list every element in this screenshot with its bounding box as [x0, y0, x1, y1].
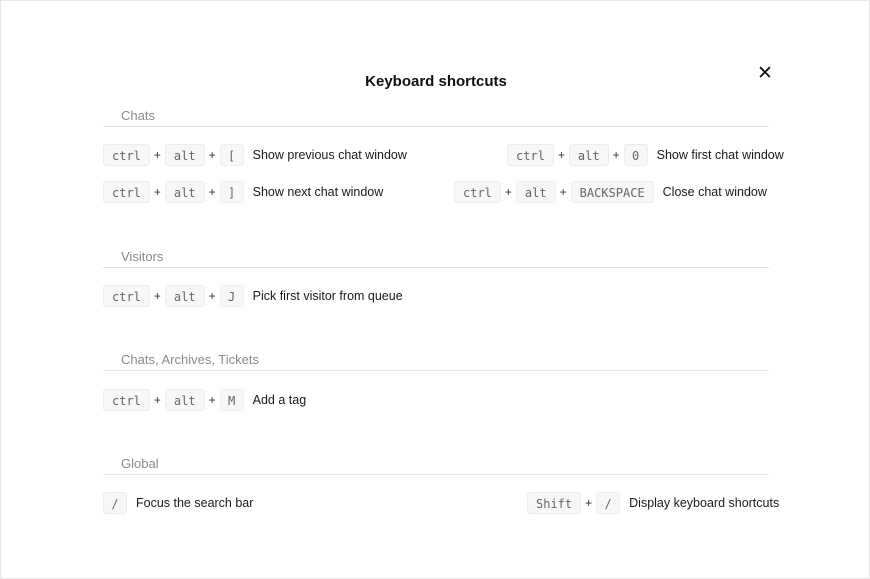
shortcut-description: Add a tag	[252, 393, 307, 407]
shortcut-description: Close chat window	[662, 185, 767, 199]
plus-sign: +	[208, 393, 216, 407]
key-close-bracket: ]	[220, 181, 244, 203]
close-icon[interactable]: ✕	[757, 62, 773, 84]
plus-sign: +	[153, 148, 161, 162]
section-title-chats: Chats	[121, 108, 155, 123]
shortcut-show-next-chat	[103, 180, 383, 204]
shortcut-pick-first-visitor	[103, 284, 403, 308]
key-m: M	[220, 389, 244, 411]
key-backspace: BACKSPACE	[571, 181, 654, 203]
plus-sign: +	[612, 148, 620, 162]
key-ctrl: ctrl	[507, 144, 554, 166]
key-alt: alt	[165, 285, 205, 307]
plus-sign: +	[153, 185, 161, 199]
shortcut-description: Focus the search bar	[136, 496, 254, 510]
key-alt: alt	[516, 181, 556, 203]
shortcut-show-previous-chat	[103, 143, 407, 167]
shortcut-description: Pick first visitor from queue	[252, 289, 403, 303]
shortcut-description: Show next chat window	[252, 185, 384, 199]
key-zero: 0	[624, 144, 648, 166]
shortcut-focus-search	[103, 491, 253, 515]
section-title-global: Global	[121, 456, 159, 471]
divider	[103, 267, 769, 268]
shortcut-description: Show previous chat window	[252, 148, 407, 162]
plus-sign: +	[559, 185, 567, 199]
key-alt: alt	[165, 181, 205, 203]
plus-sign: +	[504, 185, 512, 199]
plus-sign: +	[153, 393, 161, 407]
dialog-title: Keyboard shortcuts	[365, 73, 507, 90]
key-alt: alt	[165, 144, 205, 166]
divider	[103, 370, 769, 371]
shortcut-close-chat	[454, 180, 767, 204]
plus-sign: +	[557, 148, 565, 162]
divider	[103, 126, 769, 127]
plus-sign: +	[153, 289, 161, 303]
shortcut-show-first-chat	[507, 143, 784, 167]
key-j: J	[220, 285, 244, 307]
key-slash: /	[596, 492, 620, 514]
plus-sign: +	[585, 496, 593, 510]
key-open-bracket: [	[220, 144, 244, 166]
key-alt: alt	[165, 389, 205, 411]
shortcut-description: Display keyboard shortcuts	[629, 496, 780, 510]
plus-sign: +	[208, 185, 216, 199]
plus-sign: +	[208, 289, 216, 303]
shortcut-description: Show first chat window	[656, 148, 784, 162]
section-title-visitors: Visitors	[121, 249, 164, 264]
key-alt: alt	[569, 144, 609, 166]
shortcut-display-keyboard-shortcuts	[527, 491, 779, 515]
key-ctrl: ctrl	[103, 285, 150, 307]
shortcut-add-tag	[103, 388, 306, 412]
key-ctrl: ctrl	[103, 144, 150, 166]
key-ctrl: ctrl	[103, 181, 150, 203]
key-ctrl: ctrl	[454, 181, 501, 203]
plus-sign: +	[208, 148, 216, 162]
key-slash: /	[103, 492, 127, 514]
section-title-chats-archives-tickets: Chats, Archives, Tickets	[121, 352, 259, 367]
divider	[103, 474, 769, 475]
key-ctrl: ctrl	[103, 389, 150, 411]
key-shift: Shift	[527, 492, 581, 514]
